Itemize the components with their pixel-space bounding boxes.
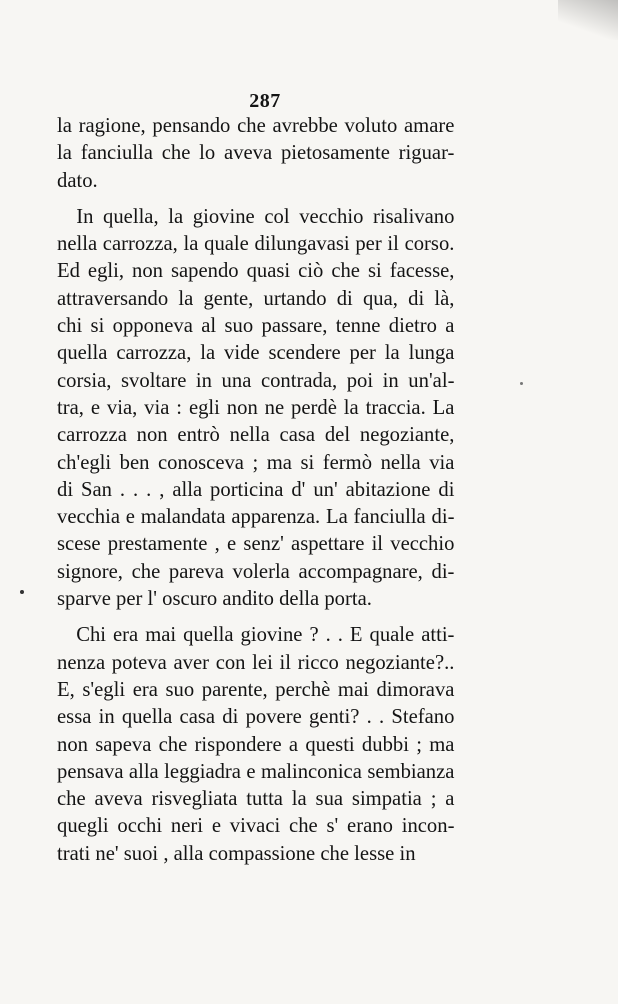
body-text	[57, 112, 454, 867]
text-line: sparve per l' oscuro andito della porta.	[57, 586, 372, 611]
text-line: che aveva risvegliata tutta la sua simpatia ; a	[57, 786, 455, 811]
text-line: chi si opponeva al suo passare, tenne dietro a	[57, 313, 455, 338]
paragraph	[57, 203, 454, 612]
text-line: attraversando la gente, urtando di qua, di là,	[57, 285, 455, 310]
text-line: scese prestamente , e senz' aspettare il vecchio	[57, 531, 455, 556]
text-line: quella carrozza, la vide scendere per la lunga	[57, 340, 455, 365]
text-line: Ed egli, non sapendo quasi ciò che si facesse,	[57, 258, 455, 283]
ink-speck	[20, 590, 24, 594]
paragraph-gap	[57, 194, 454, 203]
text-line: trati ne' suoi , alla compassione che lesse in	[57, 840, 416, 865]
text-line: non sapeva che rispondere a questi dubbi ; ma	[57, 731, 455, 756]
text-line: tra, e via, via : egli non ne perdè la traccia. La	[57, 394, 455, 419]
text-line: corsia, svoltare in una contrada, poi in un'al-	[57, 367, 455, 392]
paragraph-gap	[57, 612, 454, 621]
paragraph	[57, 621, 454, 867]
text-line: nenza poteva aver con lei il ricco negoziante?..	[57, 649, 455, 674]
text-line: dato.	[57, 167, 98, 192]
page-number: 287	[249, 90, 281, 112]
paragraph	[57, 112, 454, 194]
text-line: la fanciulla che lo aveva pietosamente riguar-	[57, 140, 455, 165]
text-line: carrozza non entrò nella casa del negoziante,	[57, 422, 455, 447]
text-line: pensava alla leggiadra e malinconica sembianza	[57, 758, 455, 783]
text-line: E, s'egli era suo parente, perchè mai dimorava	[57, 676, 455, 701]
page-edge-shadow	[558, 0, 618, 40]
text-line: essa in quella casa di povere genti? . . Stefano	[57, 704, 455, 729]
text-line: la ragione, pensando che avrebbe voluto amare	[57, 113, 455, 137]
text-line: signore, che pareva volerla accompagnare, di-	[57, 558, 455, 583]
text-line: nella carrozza, la quale dilungavasi per il corso.	[57, 231, 455, 256]
text-line: vecchia e malandata apparenza. La fanciulla di-	[57, 504, 455, 529]
text-line: ch'egli ben conosceva ; ma si fermò nella via	[57, 449, 455, 474]
ink-speck	[520, 382, 523, 385]
text-line: In quella, la giovine col vecchio risalivano	[76, 203, 455, 228]
text-line: di San . . . , alla porticina d' un' abitazione di	[57, 476, 455, 501]
text-line: quegli occhi neri e vivaci che s' erano incon-	[57, 813, 455, 838]
text-line: Chi era mai quella giovine ? . . E quale atti-	[76, 622, 455, 647]
